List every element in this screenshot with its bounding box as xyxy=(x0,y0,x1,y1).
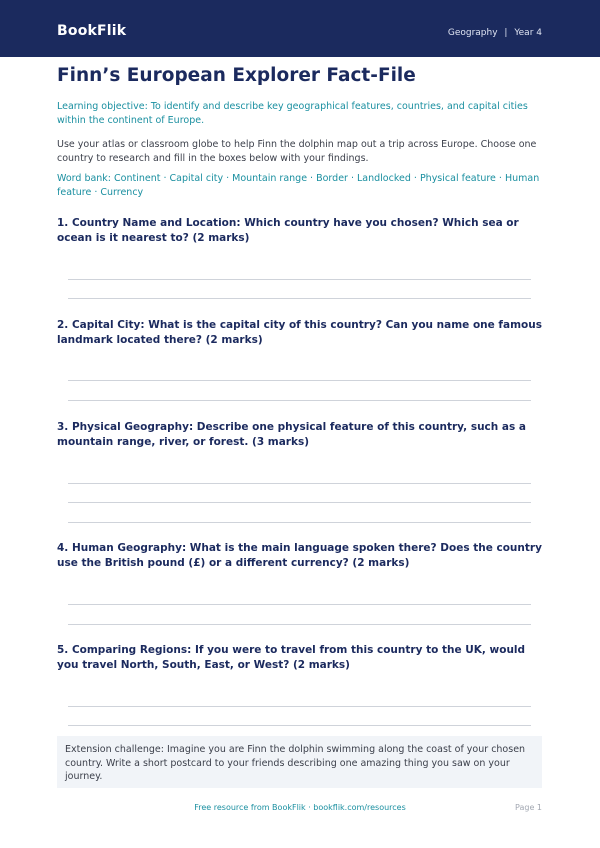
page-title: Finn’s European Explorer Fact-File xyxy=(57,65,416,86)
brand-logo: BookFlik xyxy=(57,23,127,39)
question-3: 3. Physical Geography: Describe one physical feature of this country, such as a mountain range, river, or forest. (3 marks) xyxy=(57,421,526,448)
answer-line[interactable] xyxy=(68,400,531,401)
footer-resource-link[interactable]: Free resource from BookFlik · bookflik.com/resources xyxy=(194,803,406,812)
instructions: Use your atlas or classroom globe to help Finn the dolphin map out a trip across Europe. Choose one country to research and fill in the boxes below with your findings. xyxy=(57,139,537,164)
page-header xyxy=(0,0,600,57)
answer-line[interactable] xyxy=(68,604,531,605)
answer-line[interactable] xyxy=(68,706,531,707)
answer-line[interactable] xyxy=(68,502,531,503)
question-5: 5. Comparing Regions: If you were to travel from this country to the UK, would you travel North, South, East, or West? (2 marks) xyxy=(57,644,526,671)
year-label: Year 4 xyxy=(514,28,542,38)
question-1: 1. Country Name and Location: Which country have you chosen? Which sea or ocean is it nearest to? (2 marks) xyxy=(57,217,519,244)
meta-separator: | xyxy=(504,28,508,38)
subject-year-label xyxy=(448,28,542,38)
answer-line[interactable] xyxy=(68,483,531,484)
answer-line[interactable] xyxy=(68,725,531,726)
answer-line[interactable] xyxy=(68,298,531,299)
answer-line[interactable] xyxy=(68,380,531,381)
answer-line[interactable] xyxy=(68,624,531,625)
learning-objective: Learning objective: To identify and describe key geographical features, countries, and capital cities within the continent of Europe. xyxy=(57,101,528,126)
answer-line[interactable] xyxy=(68,279,531,280)
word-bank: Word bank: Continent · Capital city · Mountain range · Border · Landlocked · Physical feature · Human feature · Currency xyxy=(57,173,540,198)
extension-challenge: Extension challenge: Imagine you are Finn the dolphin swimming along the coast of your chosen country. Write a short postcard to your friends describing one amazing thing you saw on your journey. xyxy=(57,736,542,788)
page-number: Page 1 xyxy=(515,803,542,812)
subject-label: Geography xyxy=(447,28,498,38)
question-2: 2. Capital City: What is the capital city of this country? Can you name one famous landmark located there? (2 marks) xyxy=(57,319,542,346)
answer-line[interactable] xyxy=(68,522,531,523)
question-4: 4. Human Geography: What is the main language spoken there? Does the country use the British pound (£) or a different currency? (2 marks) xyxy=(57,542,542,569)
